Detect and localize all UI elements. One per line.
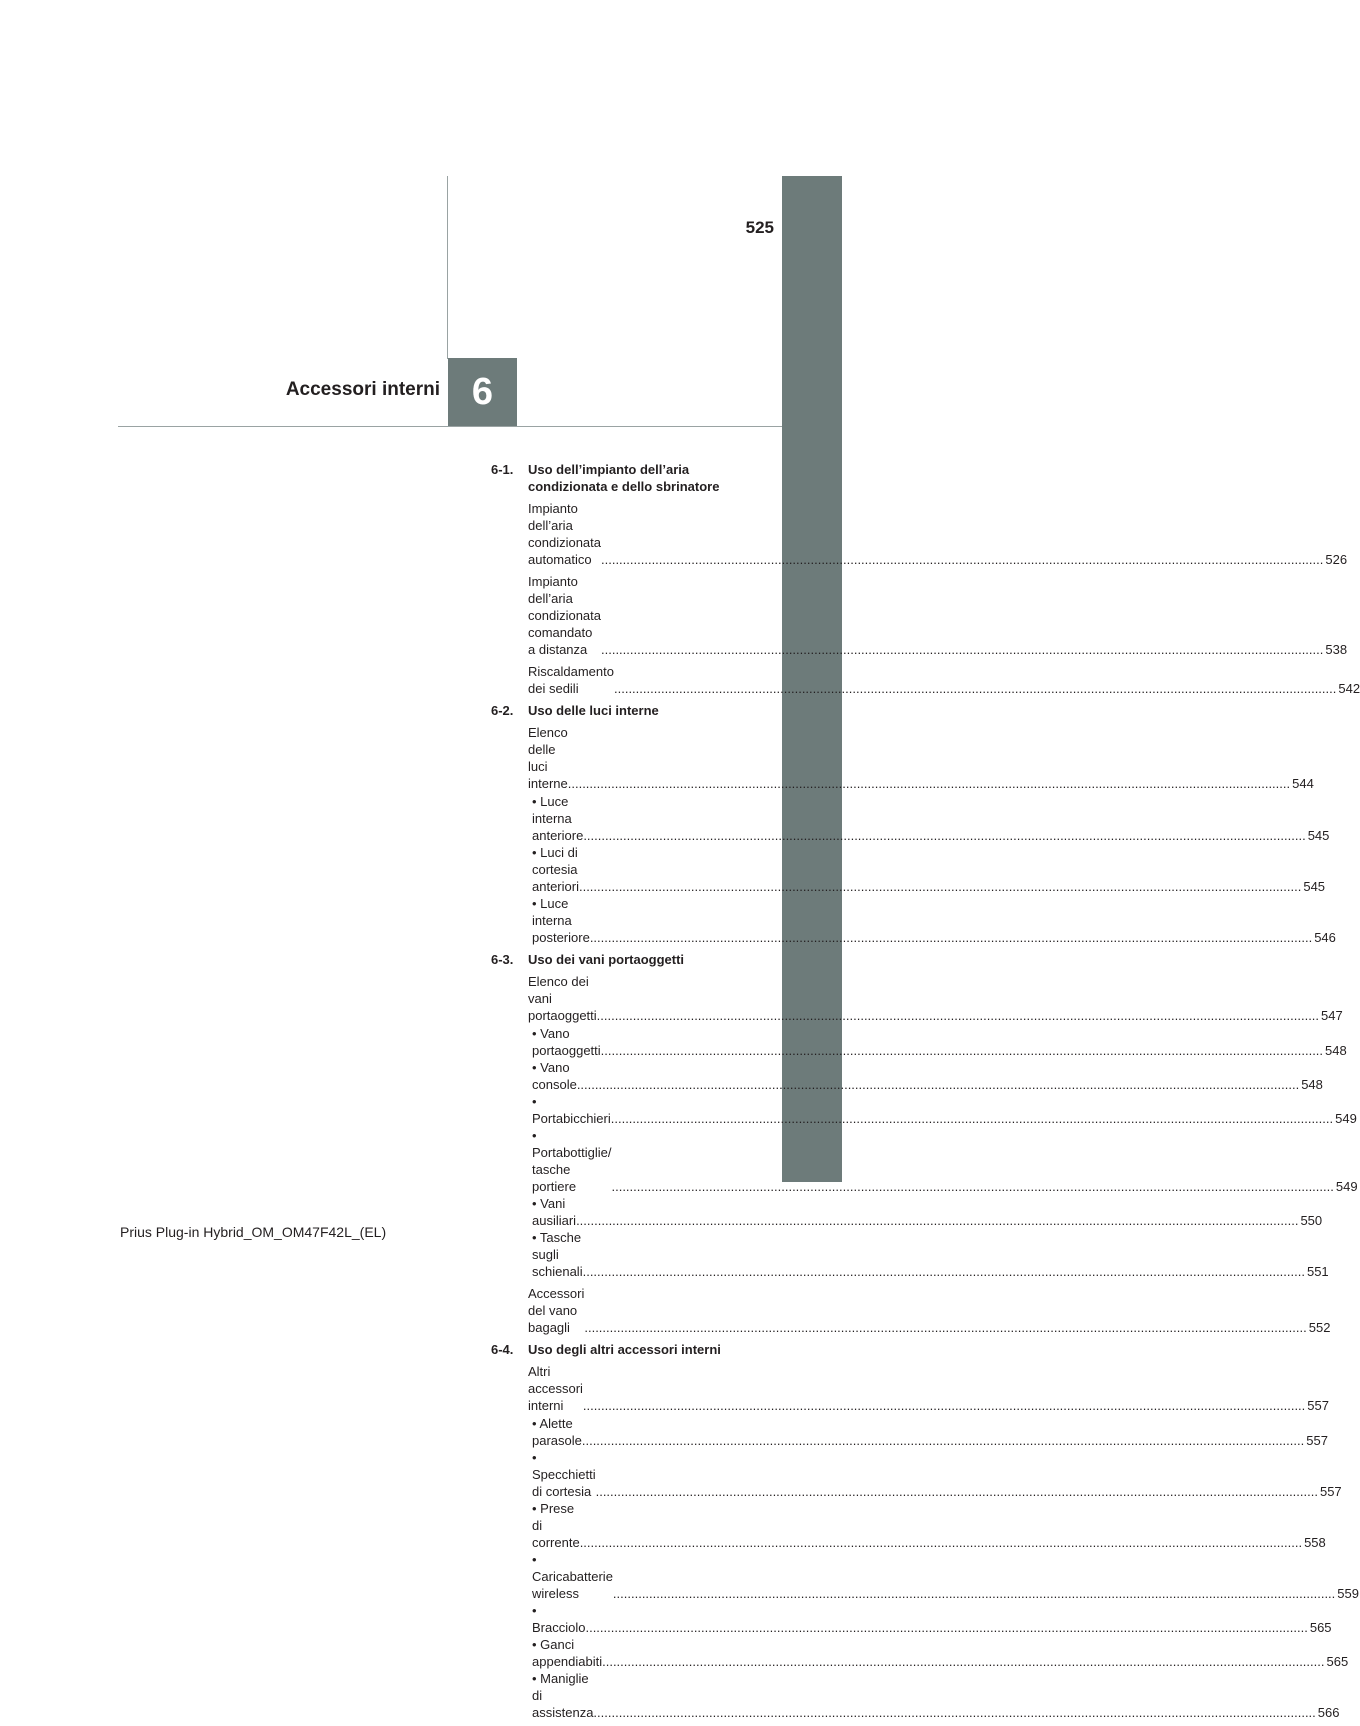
subentry-label: • Bracciolo	[532, 1603, 586, 1635]
entry-page-number: 544	[1292, 776, 1314, 791]
toc-subentry[interactable]	[532, 793, 1330, 844]
section-entries	[528, 500, 1360, 697]
toc-subentry[interactable]	[532, 1500, 1326, 1551]
section-number: 6-1.	[491, 462, 514, 477]
entry-page-number: 557	[1307, 1398, 1329, 1413]
subentry-label: • Luce interna posteriore	[532, 896, 590, 945]
section-entries	[528, 973, 1358, 1336]
section-number: 6-3.	[491, 952, 514, 967]
entry-leader	[532, 1449, 1318, 1500]
entry-label: Impianto dell’aria condizionata comandato a distanza	[528, 574, 601, 657]
entry-leader	[528, 663, 1336, 697]
chapter-title: Accessori interni	[285, 379, 440, 400]
entry-leader	[532, 1551, 1335, 1602]
subentry-label: • Prese di corrente	[532, 1501, 580, 1550]
subentry-list	[532, 1415, 1359, 1721]
dot-leader: ........................................................................................................................................................................................................	[601, 552, 1324, 567]
subentry-page-number: 548	[1301, 1077, 1323, 1092]
dot-leader: ........................................................................................................................................................................................................	[614, 681, 1337, 696]
subentry-page-number: 549	[1335, 1179, 1358, 1194]
entry-leader	[532, 1636, 1324, 1670]
toc-subentry[interactable]	[532, 1602, 1332, 1636]
subentry-label: • Specchietti di cortesia	[532, 1450, 596, 1499]
subentry-page-number: 550	[1300, 1213, 1323, 1228]
entry-leader	[532, 1093, 1333, 1127]
toc-subentry[interactable]	[532, 1195, 1323, 1229]
dot-leader: ........................................................................................................................................................................................................	[583, 828, 1306, 843]
dot-leader: ........................................................................................................................................................................................................	[612, 1586, 1336, 1601]
subentry-page-number: 551	[1306, 1264, 1329, 1279]
dot-leader: ........................................................................................................................................................................................................	[610, 1111, 1334, 1126]
section-heading[interactable]	[491, 1341, 739, 1358]
entry-leader	[528, 724, 1290, 792]
dot-leader: ........................................................................................................................................................................................................	[582, 1264, 1305, 1279]
entry-label: Altri accessori interni	[528, 1364, 583, 1413]
toc-entry[interactable]	[528, 573, 1348, 658]
subentry-label: • Tasche sugli schienali	[532, 1230, 583, 1279]
subentry-page-number: 566	[1317, 1705, 1340, 1720]
dot-leader: ........................................................................................................................................................................................................	[600, 1043, 1324, 1058]
toc-subentry[interactable]	[532, 844, 1326, 895]
entry-page-number: 552	[1308, 1320, 1331, 1335]
entry-leader	[532, 1025, 1323, 1059]
header-vertical-rule	[447, 176, 448, 359]
entry-leader	[528, 500, 1323, 568]
toc-entry[interactable]	[528, 724, 1314, 792]
section-title: Uso degli altri accessori interni	[528, 1342, 721, 1357]
entry-leader	[532, 1670, 1316, 1721]
chapter-number-box: 6	[448, 358, 517, 426]
subentry-label: • Ganci appendiabiti	[532, 1637, 603, 1669]
toc-subentry[interactable]	[532, 1093, 1357, 1127]
toc-subentry[interactable]	[532, 1449, 1342, 1500]
entry-leader	[532, 1059, 1299, 1093]
entry-leader	[528, 1285, 1307, 1336]
subentry-page-number: 549	[1335, 1111, 1357, 1126]
subentry-list	[532, 793, 1336, 946]
subentry-label: • Vani ausiliari	[532, 1196, 577, 1228]
section-title: Uso delle luci interne	[528, 703, 659, 718]
entry-label: Impianto dell’aria condizionata automatico	[528, 501, 601, 567]
dot-leader: ........................................................................................................................................................................................................	[578, 879, 1302, 894]
entry-page-number: 538	[1325, 642, 1348, 657]
subentry-label: • Portabottiglie/ tasche portiere	[532, 1128, 612, 1194]
dot-leader: ........................................................................................................................................................................................................	[602, 1654, 1325, 1669]
entry-label: Accessori del vano bagagli	[528, 1286, 585, 1335]
dot-leader: ........................................................................................................................................................................................................	[576, 1213, 1299, 1228]
dot-leader: ........................................................................................................................................................................................................	[567, 776, 1291, 791]
dot-leader: ........................................................................................................................................................................................................	[582, 1398, 1306, 1413]
toc-entry[interactable]	[528, 1363, 1329, 1414]
subentry-label: • Maniglie di assistenza	[532, 1671, 594, 1720]
toc-subentry[interactable]	[532, 1670, 1340, 1721]
section-number: 6-2.	[491, 703, 514, 718]
entry-leader	[532, 895, 1312, 946]
subentry-label: • Vano portaoggetti	[532, 1026, 601, 1058]
subentry-page-number: 565	[1309, 1620, 1332, 1635]
entry-leader	[532, 793, 1306, 844]
section-number: 6-4.	[491, 1342, 514, 1357]
entry-label: Elenco dei vani portaoggetti	[528, 974, 597, 1023]
subentry-page-number: 557	[1319, 1484, 1342, 1499]
toc-subentry[interactable]	[532, 1551, 1359, 1602]
toc-subentry[interactable]	[532, 1127, 1358, 1195]
subentry-label: • Caricabatterie wireless	[532, 1552, 613, 1601]
footer-document-id: Prius Plug-in Hybrid_OM_OM47F42L_(EL)	[120, 1224, 387, 1240]
toc-entry[interactable]	[528, 1285, 1331, 1336]
entry-leader	[532, 1127, 1334, 1195]
subentry-label: • Portabicchieri	[532, 1094, 611, 1126]
toc-section	[491, 461, 1360, 697]
toc-entry[interactable]	[528, 500, 1348, 568]
subentry-page-number: 545	[1303, 879, 1326, 894]
dot-leader: ........................................................................................................................................................................................................	[576, 1077, 1300, 1092]
dot-leader: ........................................................................................................................................................................................................	[584, 1320, 1307, 1335]
section-heading[interactable]	[491, 951, 739, 968]
dot-leader: ........................................................................................................................................................................................................	[593, 1705, 1316, 1720]
entry-leader	[528, 1363, 1305, 1414]
subentry-page-number: 558	[1304, 1535, 1326, 1550]
entry-page-number: 547	[1321, 1008, 1343, 1023]
section-heading[interactable]	[491, 461, 739, 495]
dot-leader: ........................................................................................................................................................................................................	[595, 1484, 1318, 1499]
subentry-page-number: 545	[1307, 828, 1330, 843]
entry-label: Elenco delle luci interne	[528, 725, 568, 791]
dot-leader: ........................................................................................................................................................................................................	[589, 930, 1313, 945]
subentry-label: • Luce interna anteriore	[532, 794, 584, 843]
toc-subentry[interactable]	[532, 1025, 1347, 1059]
section-title: Uso dell’impianto dell’aria condizionata e dello sbrinatore	[528, 462, 720, 494]
subentry-page-number: 565	[1326, 1654, 1349, 1669]
entry-leader	[532, 1602, 1308, 1636]
section-heading[interactable]	[491, 702, 739, 719]
toc-entry[interactable]	[528, 663, 1360, 697]
subentry-list	[532, 1025, 1358, 1280]
dot-leader: ........................................................................................................................................................................................................	[579, 1535, 1303, 1550]
subentry-label: • Alette parasole	[532, 1416, 582, 1448]
table-of-contents	[491, 461, 1360, 1726]
entry-page-number: 526	[1325, 552, 1348, 567]
entry-leader	[532, 844, 1301, 895]
entry-page-number: 542	[1338, 681, 1360, 696]
toc-section	[491, 951, 1358, 1336]
toc-subentry[interactable]	[532, 1415, 1328, 1449]
entry-leader	[528, 973, 1319, 1024]
toc-subentry[interactable]	[532, 1229, 1329, 1280]
toc-section	[491, 702, 1336, 946]
subentry-page-number: 557	[1306, 1433, 1328, 1448]
subentry-label: • Luci di cortesia anteriori	[532, 845, 579, 894]
dot-leader: ........................................................................................................................................................................................................	[585, 1620, 1308, 1635]
subentry-label: • Vano console	[532, 1060, 577, 1092]
toc-section	[491, 1341, 1359, 1721]
entry-leader	[532, 1500, 1302, 1551]
entry-leader	[532, 1195, 1298, 1229]
section-title: Uso dei vani portaoggetti	[528, 952, 685, 967]
dot-leader: ........................................................................................................................................................................................................	[611, 1179, 1334, 1194]
section-entries	[528, 1363, 1359, 1721]
entry-leader	[532, 1229, 1305, 1280]
section-entries	[528, 724, 1336, 946]
toc-subentry[interactable]	[532, 1059, 1323, 1093]
subentry-page-number: 559	[1337, 1586, 1359, 1601]
toc-subentry[interactable]	[532, 895, 1336, 946]
entry-leader	[532, 1415, 1304, 1449]
toc-subentry[interactable]	[532, 1636, 1349, 1670]
toc-entry[interactable]	[528, 973, 1343, 1024]
subentry-page-number: 548	[1325, 1043, 1347, 1058]
header-horizontal-rule	[118, 426, 782, 427]
page-number: 525	[745, 218, 774, 237]
dot-leader: ........................................................................................................................................................................................................	[581, 1433, 1305, 1448]
subentry-page-number: 546	[1314, 930, 1336, 945]
entry-label: Riscaldamento dei sedili	[528, 664, 614, 696]
dot-leader: ........................................................................................................................................................................................................	[601, 642, 1324, 657]
dot-leader: ........................................................................................................................................................................................................	[596, 1008, 1320, 1023]
entry-leader	[528, 573, 1323, 658]
